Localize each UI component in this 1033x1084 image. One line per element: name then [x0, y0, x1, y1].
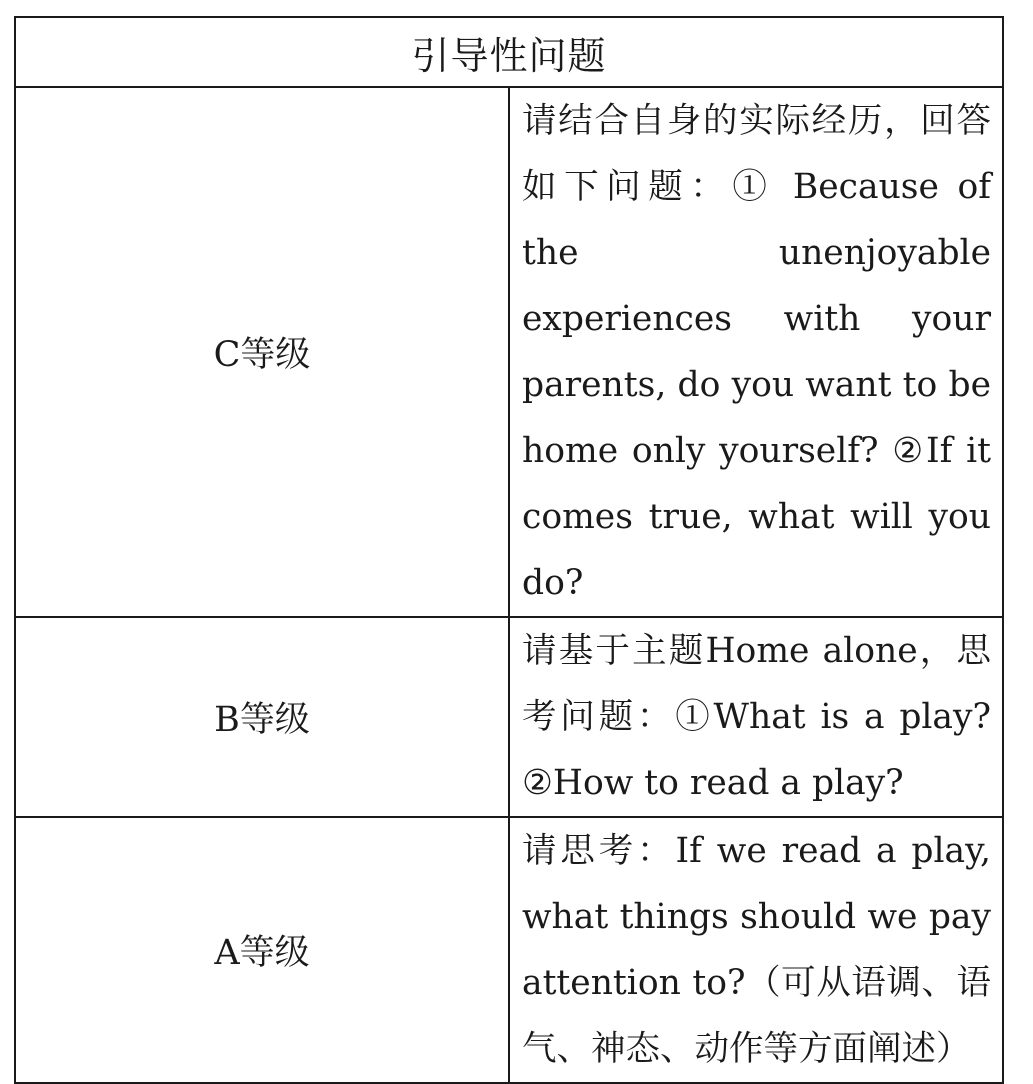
table-row-level-a	[15, 817, 1003, 1083]
question-text-a-body: 请思考：If we read a play, what things should we pay attention to?（可从语调、语气、神态、动作等方面阐述）	[522, 831, 991, 1069]
question-text-c-body: 请结合自身的实际经历，回答如下问题：① Because of the unenjoyable experiences with your parents, do you want to be home only yourself? ②If it comes true, what will you do?	[522, 101, 991, 603]
table-header-row	[15, 17, 1003, 87]
question-text-c	[509, 87, 1003, 617]
question-text-b-body: 请基于主题Home alone，思考问题：①What is a play? ②How to read a play?	[522, 631, 991, 803]
table-row-level-c	[15, 87, 1003, 617]
question-text-b	[509, 617, 1003, 817]
question-text-a	[509, 817, 1003, 1083]
level-label-c: C等级	[15, 87, 509, 617]
table-row-level-b	[15, 617, 1003, 817]
table-header: 引导性问题	[15, 17, 1003, 87]
level-label-b: B等级	[15, 617, 509, 817]
level-label-a: A等级	[15, 817, 509, 1083]
guiding-questions-table	[14, 16, 1004, 1084]
